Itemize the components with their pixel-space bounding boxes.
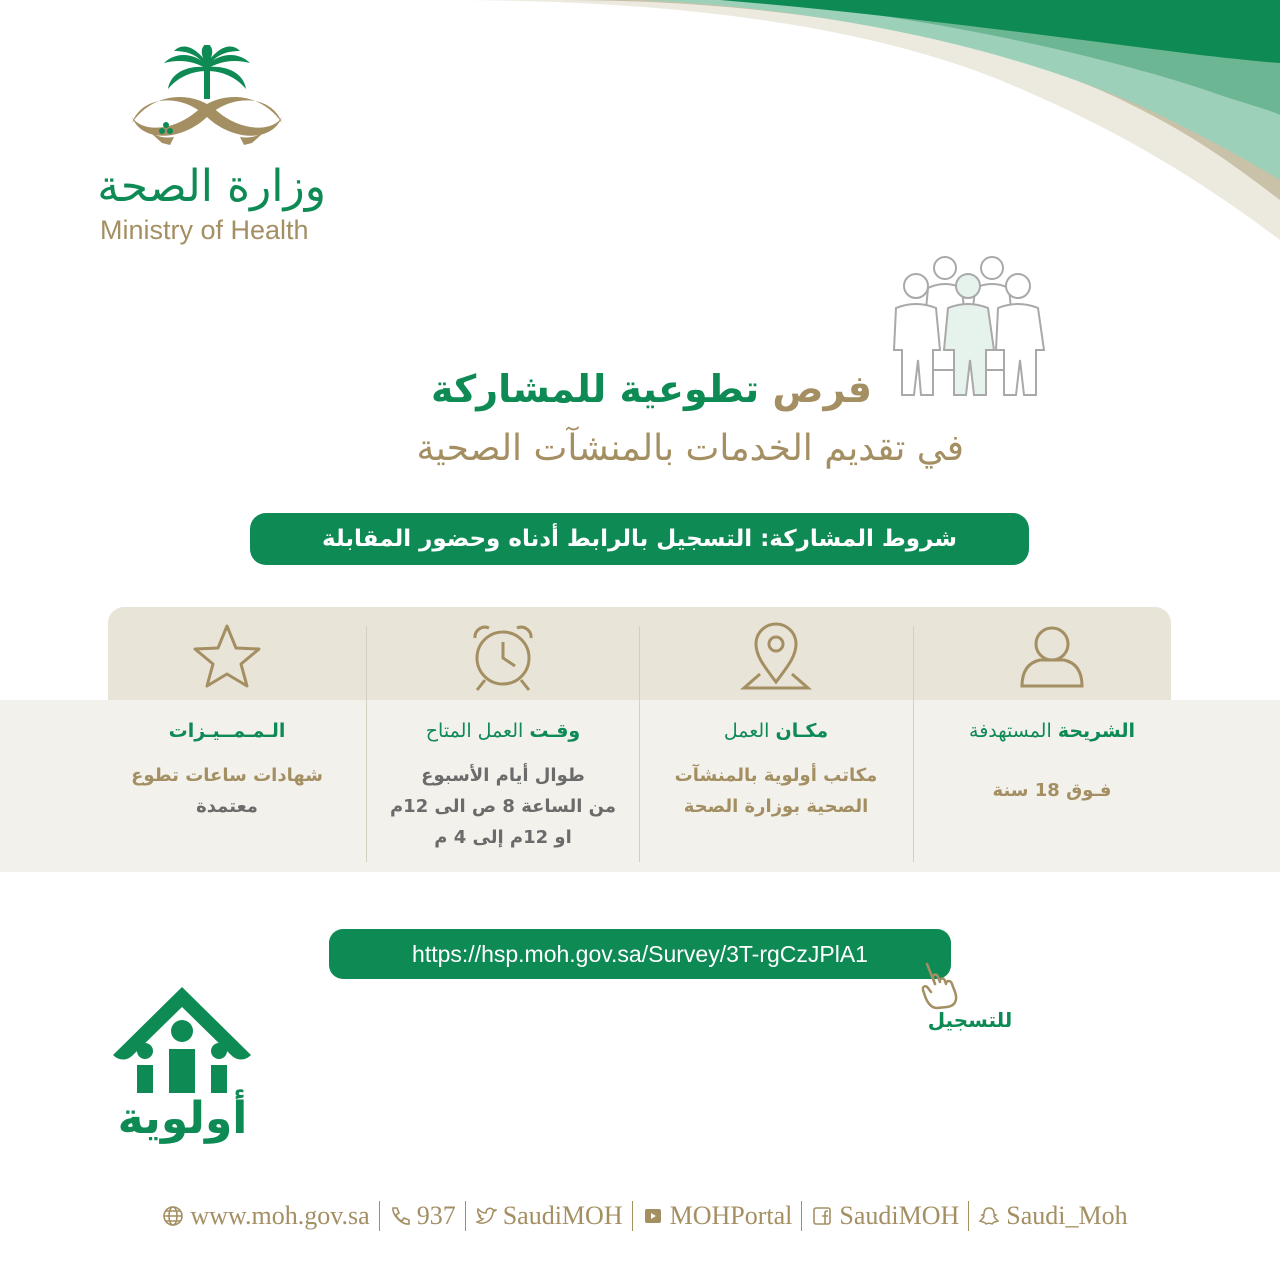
footer-snapchat[interactable]: Saudi_Moh xyxy=(969,1201,1136,1231)
ministry-arabic-name: وزارة الصحة xyxy=(97,161,326,212)
column-heading: الشريحة المستهدفة xyxy=(969,720,1135,742)
pointing-hand-icon xyxy=(915,960,971,1010)
register-label: للتسجيل xyxy=(927,1008,1013,1032)
footer-twitter[interactable]: SaudiMOH xyxy=(466,1201,632,1231)
column-body: شهادات ساعات تطوع معتمدة xyxy=(131,765,323,817)
footer-youtube[interactable]: MOHPortal xyxy=(633,1201,802,1231)
alarm-clock-icon xyxy=(453,620,553,692)
awlawiya-wordmark: أولوية xyxy=(117,1093,248,1144)
people-group-icon xyxy=(888,250,1053,400)
palm-swords-emblem-icon xyxy=(122,45,292,157)
column-heading: مكـان العمل xyxy=(723,720,829,742)
footer-website[interactable]: www.moh.gov.sa xyxy=(153,1201,378,1231)
ministry-english-name: Ministry of Health xyxy=(100,215,309,245)
subtitle: في تقديم الخدمات بالمنشآت الصحية xyxy=(416,428,964,469)
column-heading: وقـت العمل المتاح xyxy=(425,720,581,742)
twitter-icon xyxy=(475,1205,497,1227)
facebook-icon xyxy=(811,1205,833,1227)
column-divider xyxy=(913,626,914,862)
snapchat-icon xyxy=(978,1205,1000,1227)
column-body: فـوق 18 سنة xyxy=(992,780,1112,801)
column-body: مكاتب أولوية بالمنشآت الصحية بوزارة الصحة xyxy=(674,765,878,817)
info-column-target-group xyxy=(917,620,1187,870)
phone-icon xyxy=(389,1205,411,1227)
youtube-icon xyxy=(642,1205,664,1227)
awlawiya-logo xyxy=(105,985,260,1165)
person-icon xyxy=(1002,620,1102,692)
awlawiya-emblem-icon xyxy=(105,985,260,1095)
column-divider xyxy=(639,626,640,862)
globe-icon xyxy=(162,1205,184,1227)
title-word-1: فرص xyxy=(772,367,872,411)
main-title xyxy=(431,360,872,418)
info-column-workplace xyxy=(641,620,911,870)
column-heading: الـمـمــيـزات xyxy=(168,720,286,742)
star-icon xyxy=(177,620,277,692)
footer-contacts xyxy=(150,1196,1140,1236)
location-pin-icon xyxy=(726,620,826,692)
registration-link[interactable]: https://hsp.moh.gov.sa/Survey/3T-rgCzJPlA1 xyxy=(329,929,951,979)
info-column-working-time xyxy=(368,620,638,870)
info-column-benefits xyxy=(92,620,362,870)
column-divider xyxy=(366,626,367,862)
moh-logo xyxy=(96,45,336,255)
footer-facebook[interactable]: SaudiMOH xyxy=(802,1201,968,1231)
column-body: طوال أيام الأسبوع من الساعة 8 ص الى 12م او 12م إلى 4 م xyxy=(389,765,617,848)
conditions-banner: شروط المشاركة: التسجيل بالرابط أدناه وحضور المقابلة xyxy=(250,513,1029,565)
title-word-2: تطوعية للمشاركة xyxy=(431,367,760,411)
footer-phone[interactable]: 937 xyxy=(380,1201,465,1231)
